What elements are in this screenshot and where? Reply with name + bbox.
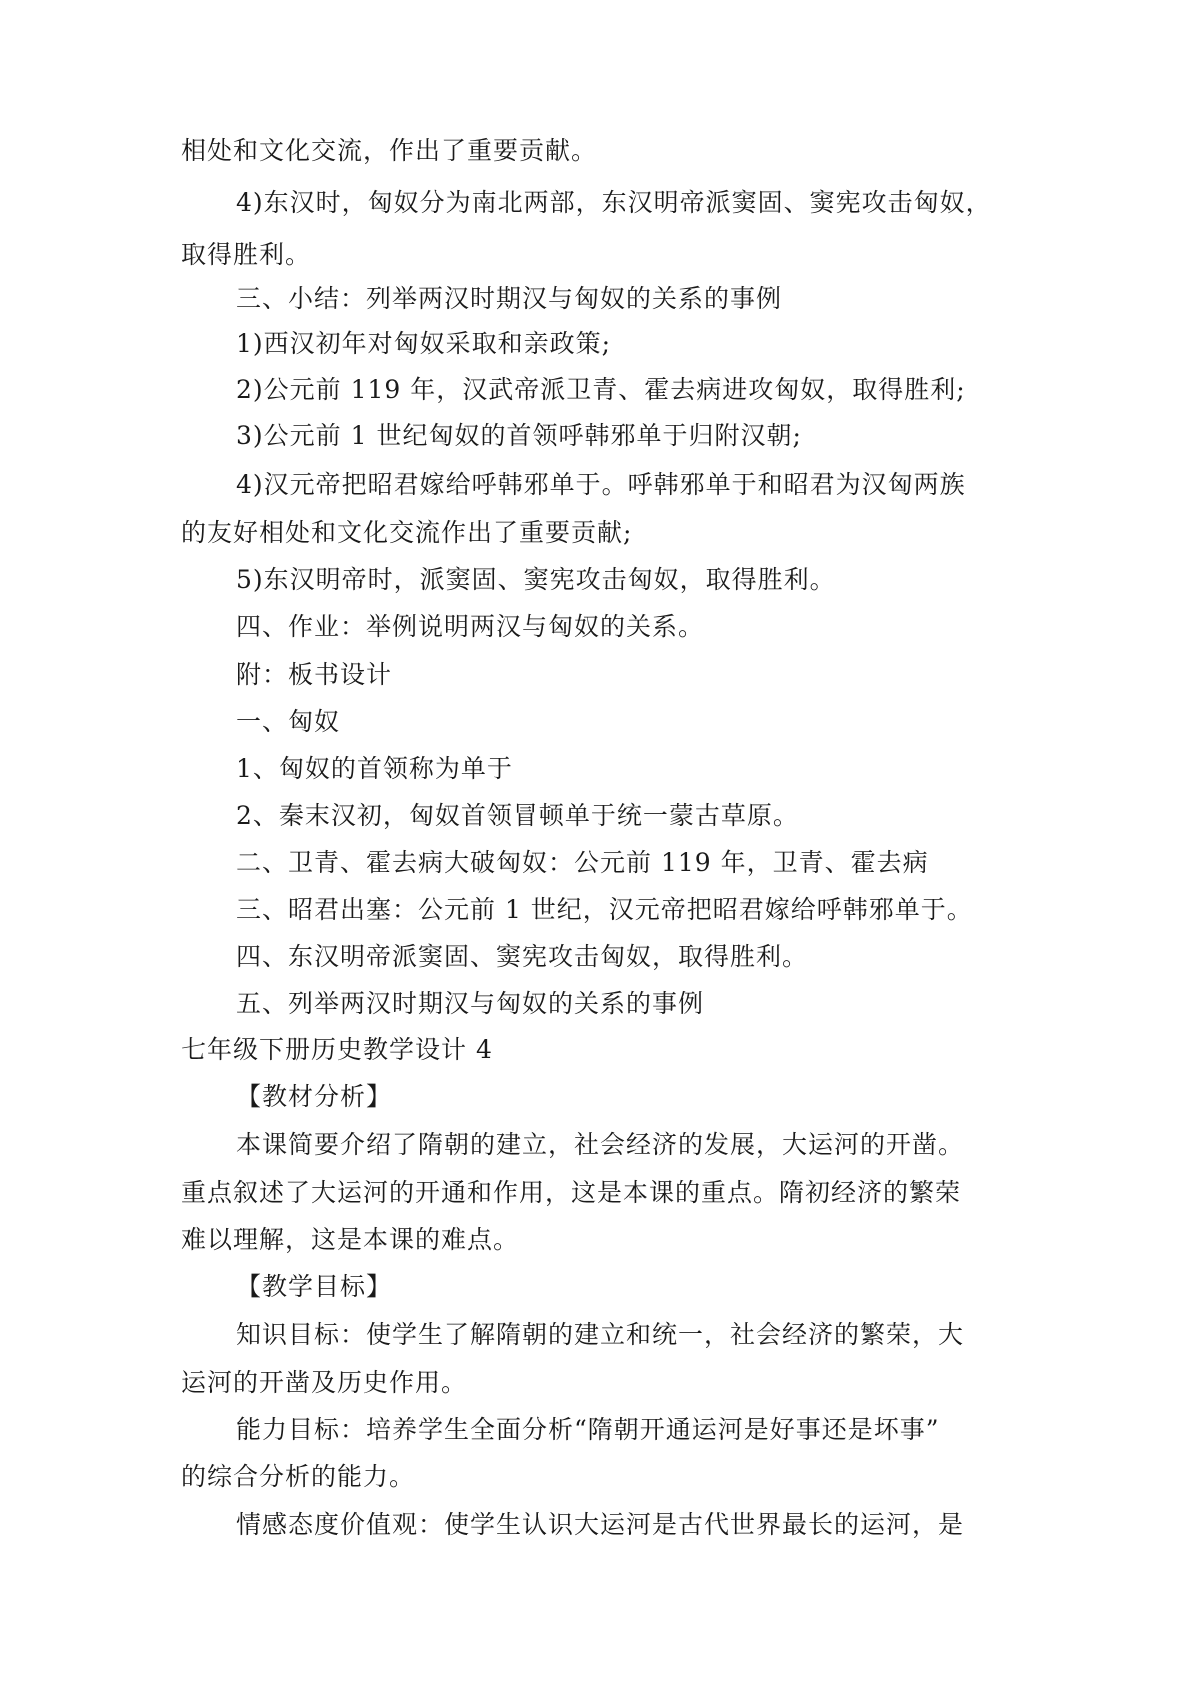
- paragraph-line: 重点叙述了大运河的开通和作用，这是本课的重点。隋初经济的繁荣: [181, 1178, 962, 1207]
- outline-item: 1、匈奴的首领称为单于: [236, 754, 513, 783]
- paragraph-line: 的综合分析的能力。: [181, 1462, 416, 1491]
- paragraph-line: 能力目标：培养学生全面分析“隋朝开通运河是好事还是坏事”: [236, 1415, 940, 1444]
- list-item-continuation: 的友好相处和文化交流作出了重要贡献;: [181, 518, 633, 547]
- list-item: 1)西汉初年对匈奴采取和亲政策;: [236, 329, 612, 358]
- paragraph-line: 本课简要介绍了隋朝的建立，社会经济的发展，大运河的开凿。: [236, 1130, 965, 1159]
- outline-item: 四、东汉明帝派窦固、窦宪攻击匈奴，取得胜利。: [236, 942, 809, 971]
- text-line: 取得胜利。: [181, 240, 312, 269]
- paragraph-line: 情感态度价值观：使学生认识大运河是古代世界最长的运河，是: [236, 1510, 965, 1539]
- outline-item: 三、昭君出塞：公元前 1 世纪，汉元帝把昭君嫁给呼韩邪单于。: [236, 895, 973, 924]
- paragraph-line: 知识目标：使学生了解隋朝的建立和统一，社会经济的繁荣，大: [236, 1320, 965, 1349]
- outline-item: 二、卫青、霍去病大破匈奴：公元前 119 年，卫青、霍去病: [236, 848, 929, 877]
- paragraph-line: 运河的开凿及历史作用。: [181, 1368, 468, 1397]
- outline-item: 2、秦末汉初，匈奴首领冒顿单于统一蒙古草原。: [236, 801, 799, 830]
- list-item: 3)公元前 1 世纪匈奴的首领呼韩邪单于归附汉朝;: [236, 421, 802, 450]
- text-line: 相处和文化交流，作出了重要贡献。: [181, 136, 598, 165]
- list-item: 5)东汉明帝时，派窦固、窦宪攻击匈奴，取得胜利。: [236, 565, 836, 594]
- list-item: 4)汉元帝把昭君嫁给呼韩邪单于。呼韩邪单于和昭君为汉匈两族: [236, 470, 966, 499]
- section-heading: 附：板书设计: [236, 660, 393, 689]
- outline-item: 一、匈奴: [236, 707, 341, 736]
- outline-item: 五、列举两汉时期汉与匈奴的关系的事例: [236, 989, 705, 1018]
- list-item: 2)公元前 119 年，汉武帝派卫青、霍去病进攻匈奴，取得胜利;: [236, 375, 966, 404]
- section-heading: 【教材分析】: [236, 1082, 393, 1111]
- section-heading: 四、作业：举例说明两汉与匈奴的关系。: [236, 612, 705, 641]
- text-line: 4)东汉时，匈奴分为南北两部，东汉明帝派窦固、窦宪攻击匈奴，: [236, 188, 992, 217]
- document-title: 七年级下册历史教学设计 4: [181, 1035, 493, 1064]
- paragraph-line: 难以理解，这是本课的难点。: [181, 1225, 520, 1254]
- section-heading: 【教学目标】: [236, 1272, 393, 1301]
- section-heading: 三、小结：列举两汉时期汉与匈奴的关系的事例: [236, 284, 783, 313]
